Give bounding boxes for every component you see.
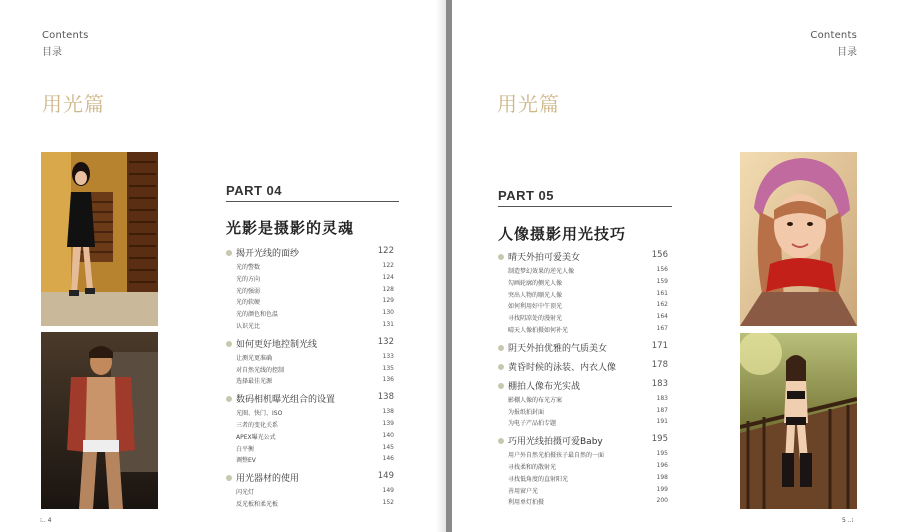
part-title: 人像摄影用光技巧 <box>498 225 627 243</box>
bullet-icon <box>226 475 232 481</box>
toc-subentry[interactable] <box>236 432 394 442</box>
toc-subentry-title: 勾画轮廓的侧光人像 <box>508 279 563 287</box>
toc-subentry[interactable] <box>236 262 394 272</box>
toc-entry[interactable] <box>498 250 668 264</box>
toc-subentry-title: 白平衡 <box>236 445 255 453</box>
part-label: PART 04 <box>226 183 282 198</box>
toc-subentry-title: 善用窗户光 <box>508 487 539 495</box>
toc-subentry[interactable] <box>236 455 394 465</box>
toc-subentry[interactable] <box>508 418 668 428</box>
toc-subentry[interactable] <box>236 274 394 284</box>
toc-subentry-page: 124 <box>382 273 394 281</box>
toc-subentry-title: 为电子产品拍专题 <box>508 420 557 428</box>
toc-subentry-page: 145 <box>382 443 394 451</box>
bullet-icon <box>498 254 504 260</box>
toc-subentry-page: 156 <box>656 266 668 273</box>
contents-heading-zh: 目录 <box>42 47 62 58</box>
toc-subentry[interactable] <box>236 444 394 454</box>
toc-subentry[interactable] <box>508 450 668 460</box>
toc-subentry-page: 196 <box>656 462 668 469</box>
toc-subentry-page: 200 <box>656 497 668 505</box>
toc-subentry[interactable] <box>236 376 394 386</box>
toc-subentry-page: 198 <box>656 473 668 481</box>
bullet-icon <box>226 396 232 402</box>
toc-subentry-title: 调整EV <box>236 457 256 465</box>
toc-subentry[interactable] <box>236 408 394 418</box>
toc-entry-title: 揭开光线的面纱 <box>236 249 300 259</box>
toc-subentry-title: 影棚人像的布光方案 <box>508 396 563 404</box>
toc-subentry-page: 195 <box>656 450 668 458</box>
toc-entry-title: 巧用光线拍摄可爱Baby <box>508 437 603 448</box>
photo-woman-pink-hat <box>740 152 857 326</box>
toc-entry-page: 122 <box>377 246 394 256</box>
bullet-icon <box>498 364 504 370</box>
toc-entry-page: 183 <box>651 378 668 389</box>
toc-subentry-title: 对自然光线的控制 <box>236 366 285 374</box>
toc-subentry[interactable] <box>236 353 394 363</box>
toc-subentry-page: 161 <box>656 289 668 297</box>
photo-man-jacket <box>41 332 158 509</box>
toc-subentry-title: 用户外自然光拍摄孩子最自然的一面 <box>508 452 605 460</box>
toc-subentry[interactable] <box>508 325 668 335</box>
toc-subentry-title: 让测光更准确 <box>236 354 273 362</box>
toc-subentry-page: 133 <box>382 352 394 360</box>
toc-list <box>498 250 668 520</box>
toc-entry[interactable] <box>498 341 668 355</box>
toc-subentry-title: 光的软硬 <box>236 299 261 307</box>
toc-entry-page: 132 <box>377 336 394 347</box>
toc-entry-title: 如何更好地控制光线 <box>236 339 318 350</box>
photo-woman-boardwalk-image <box>740 333 857 509</box>
photo-woman-black-dress <box>41 152 158 326</box>
bullet-icon <box>498 438 504 444</box>
toc-subentry-title: 寻找低角度的直射阳光 <box>508 475 569 483</box>
photo-woman-black-dress-image <box>41 152 158 326</box>
toc-subentry-title: 制造梦幻效果的逆光人像 <box>508 268 575 275</box>
toc-entry-page: 171 <box>651 340 668 351</box>
toc-subentry-page: 183 <box>656 394 668 402</box>
photo-woman-boardwalk <box>740 333 857 509</box>
page-number-marker: ..⁝ <box>847 517 854 524</box>
bullet-icon <box>226 341 232 347</box>
toc-subentry-title: 光的警数 <box>236 264 261 271</box>
toc-subentry-title: 闪光灯 <box>236 489 255 497</box>
toc-entry-page: 178 <box>651 359 668 370</box>
toc-subentry-page: 131 <box>382 321 394 328</box>
page-number <box>842 517 853 524</box>
toc-subentry[interactable] <box>508 290 668 300</box>
toc-subentry-page: 135 <box>382 364 394 372</box>
toc-subentry-title: 利用单灯拍摄 <box>508 499 545 507</box>
toc-subentry[interactable] <box>236 365 394 375</box>
toc-entry-title: 黄昏时候的泳装、内衣人像 <box>508 362 617 373</box>
toc-subentry[interactable] <box>508 313 668 323</box>
toc-entry[interactable] <box>226 471 394 485</box>
toc-entry[interactable] <box>498 434 668 448</box>
section-title: 用光篇 <box>42 92 105 116</box>
toc-entry[interactable] <box>498 379 668 393</box>
toc-subentry[interactable] <box>508 278 668 288</box>
toc-subentry-page: 136 <box>382 376 394 384</box>
toc-list <box>226 246 394 516</box>
toc-subentry-page: 191 <box>656 418 668 426</box>
toc-subentry[interactable] <box>236 297 394 307</box>
toc-subentry[interactable] <box>236 286 394 296</box>
photo-man-jacket-image <box>41 332 158 509</box>
toc-entry-page: 156 <box>651 250 668 260</box>
contents-heading-en: Contents <box>42 30 89 41</box>
part-divider <box>226 201 399 202</box>
toc-entry-title: 棚拍人像布光实战 <box>508 381 581 392</box>
toc-subentry[interactable] <box>508 462 668 472</box>
bullet-icon <box>498 345 504 351</box>
toc-subentry-page: 152 <box>382 499 394 506</box>
toc-entry-page: 138 <box>377 392 394 403</box>
part-title: 光影是摄影的灵魂 <box>226 219 355 237</box>
toc-entry-title: 晴天外拍可爱美女 <box>508 253 581 263</box>
toc-subentry-title: 晴天人像拍摄如何补光 <box>508 327 569 334</box>
toc-subentry[interactable] <box>508 266 668 276</box>
toc-subentry[interactable] <box>236 321 394 331</box>
toc-entry-title: 阴天外拍优雅的气质美女 <box>508 343 608 354</box>
toc-subentry-page: 139 <box>382 420 394 427</box>
toc-subentry-page: 140 <box>382 431 394 439</box>
right-page <box>452 0 899 532</box>
toc-subentry[interactable] <box>508 395 668 405</box>
toc-subentry-page: 167 <box>656 325 668 332</box>
toc-subentry-page: 162 <box>656 301 668 309</box>
toc-subentry-page: 130 <box>382 309 394 317</box>
toc-subentry-page: 159 <box>656 277 668 285</box>
toc-subentry[interactable] <box>236 309 394 319</box>
toc-subentry-title: 选择最佳光源 <box>236 378 273 386</box>
toc-subentry-page: 146 <box>382 455 394 463</box>
toc-subentry-title: 如何利用好中午顶光 <box>508 303 563 311</box>
toc-entry[interactable] <box>226 246 394 260</box>
toc-subentry[interactable] <box>236 420 394 430</box>
contents-heading-en: Contents <box>810 30 857 41</box>
toc-entry-page: 149 <box>377 471 394 482</box>
toc-subentry-title: 光的强弱 <box>236 287 261 295</box>
toc-subentry-title: 寻找柔和的散射光 <box>508 464 557 471</box>
left-page <box>0 0 446 532</box>
toc-subentry[interactable] <box>508 407 668 417</box>
toc-entry[interactable] <box>498 360 668 374</box>
toc-subentry-page: 199 <box>656 485 668 493</box>
page-number-value: 5 <box>842 517 846 524</box>
contents-heading-zh: 目录 <box>837 47 857 58</box>
page-number <box>40 517 51 524</box>
toc-subentry-page: 129 <box>382 297 394 305</box>
toc-entry[interactable] <box>226 392 394 406</box>
toc-subentry-title: 光的方向 <box>236 275 261 283</box>
part-label: PART 05 <box>498 188 554 203</box>
toc-subentry-title: 为报纸拍封面 <box>508 408 545 416</box>
toc-subentry-page: 128 <box>382 285 394 293</box>
page-number-marker: ⁝.. <box>40 517 46 524</box>
toc-subentry-title: 反光板和柔光板 <box>236 501 279 508</box>
toc-subentry-page: 149 <box>382 487 394 495</box>
toc-subentry-page: 187 <box>656 406 668 414</box>
bullet-icon <box>226 250 232 256</box>
toc-subentry[interactable] <box>236 487 394 497</box>
bullet-icon <box>498 383 504 389</box>
photo-woman-pink-hat-image <box>740 152 857 326</box>
toc-subentry-title: 突出人物的顺光人像 <box>508 291 563 299</box>
toc-subentry[interactable] <box>508 497 668 507</box>
toc-subentry-title: 三者的变化关系 <box>236 422 279 429</box>
page-number-value: 4 <box>47 517 52 524</box>
toc-subentry-title: 光的颜色和色温 <box>236 311 279 319</box>
toc-subentry[interactable] <box>508 474 668 484</box>
part-divider <box>498 206 672 207</box>
toc-subentry-title: 光圈、快门、ISO <box>236 410 283 418</box>
section-title: 用光篇 <box>497 92 560 116</box>
toc-subentry[interactable] <box>508 486 668 496</box>
toc-entry[interactable] <box>226 337 394 351</box>
toc-subentry-title: APEX曝光公式 <box>236 433 276 441</box>
toc-subentry[interactable] <box>236 499 394 509</box>
spine-shadow-left <box>436 0 446 532</box>
toc-subentry-title: 寻找阴凉处的漫射光 <box>508 315 563 323</box>
toc-subentry-page: 122 <box>382 262 394 269</box>
toc-subentry[interactable] <box>508 301 668 311</box>
toc-subentry-title: 认识光比 <box>236 323 261 330</box>
toc-subentry-page: 138 <box>382 408 394 416</box>
toc-subentry-page: 164 <box>656 313 668 321</box>
toc-entry-page: 195 <box>651 434 668 445</box>
toc-entry-title: 数码相机曝光组合的设置 <box>236 395 336 406</box>
toc-entry-title: 用光器材的使用 <box>236 474 300 485</box>
